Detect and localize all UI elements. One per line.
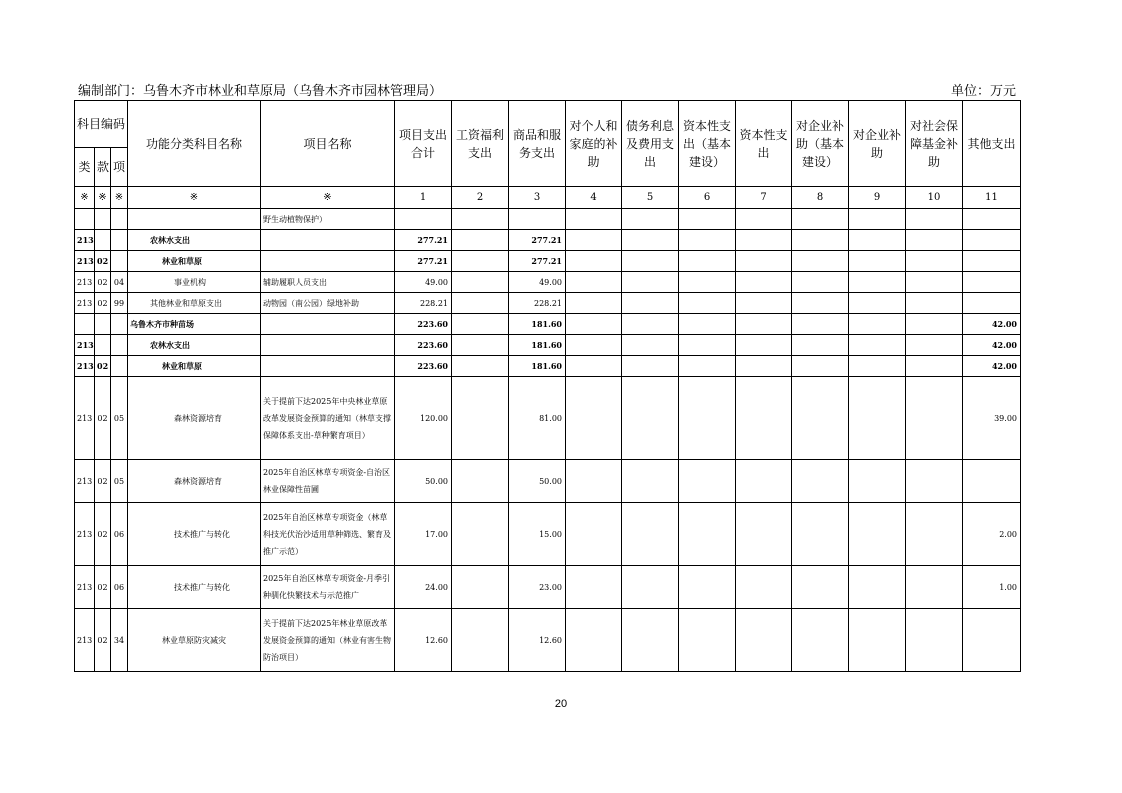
cell-empty [679, 460, 736, 503]
cell-empty [849, 209, 906, 230]
cell-xiang: 99 [111, 293, 128, 314]
cell-empty [792, 609, 849, 672]
cell-empty [566, 335, 622, 356]
cell-wage [452, 251, 509, 272]
cell-empty [622, 566, 679, 609]
cell-empty [849, 335, 906, 356]
cell-xiang [111, 314, 128, 335]
cell-func [128, 209, 261, 230]
col-func-name: 功能分类科目名称 [128, 101, 261, 187]
marker-cell: 1 [395, 187, 452, 209]
cell-func: 林业和草原 [128, 251, 261, 272]
cell-empty [906, 503, 963, 566]
cell-kuan: 02 [95, 272, 111, 293]
cell-lei: 213 [75, 293, 95, 314]
cell-other [963, 272, 1021, 293]
cell-empty [622, 460, 679, 503]
cell-empty [736, 230, 792, 251]
marker-cell: ※ [111, 187, 128, 209]
cell-total: 223.60 [395, 335, 452, 356]
cell-empty [849, 503, 906, 566]
col-11: 其他支出 [963, 101, 1021, 187]
cell-wage [452, 230, 509, 251]
cell-wage [452, 356, 509, 377]
cell-func: 事业机构 [128, 272, 261, 293]
cell-empty [906, 356, 963, 377]
cell-project [261, 356, 395, 377]
marker-cell: ※ [261, 187, 395, 209]
cell-kuan: 02 [95, 566, 111, 609]
cell-empty [792, 272, 849, 293]
cell-empty [679, 609, 736, 672]
cell-empty [792, 503, 849, 566]
cell-total: 223.60 [395, 356, 452, 377]
cell-empty [622, 209, 679, 230]
table-row [75, 251, 1021, 272]
cell-goods [509, 209, 566, 230]
cell-func: 农林水支出 [128, 230, 261, 251]
cell-empty [906, 272, 963, 293]
cell-lei: 213 [75, 230, 95, 251]
cell-empty [849, 377, 906, 460]
col-kuan: 款 [95, 148, 111, 187]
marker-cell: 6 [679, 187, 736, 209]
cell-wage [452, 335, 509, 356]
cell-other [963, 460, 1021, 503]
cell-project [261, 251, 395, 272]
cell-empty [736, 377, 792, 460]
cell-project: 动物园（南公园）绿地补助 [261, 293, 395, 314]
cell-func: 林业和草原 [128, 356, 261, 377]
cell-empty [849, 251, 906, 272]
marker-cell: 5 [622, 187, 679, 209]
table-row [75, 609, 1021, 672]
cell-xiang [111, 230, 128, 251]
cell-empty [566, 272, 622, 293]
cell-empty [849, 609, 906, 672]
cell-xiang: 34 [111, 609, 128, 672]
col-9: 对企业补助 [849, 101, 906, 187]
cell-empty [622, 230, 679, 251]
col-1: 项目支出合计 [395, 101, 452, 187]
cell-empty [566, 503, 622, 566]
cell-total: 17.00 [395, 503, 452, 566]
table-row [75, 209, 1021, 230]
table-row [75, 503, 1021, 566]
cell-empty [736, 460, 792, 503]
cell-lei: 213 [75, 566, 95, 609]
cell-empty [679, 272, 736, 293]
cell-goods: 23.00 [509, 566, 566, 609]
cell-empty [792, 377, 849, 460]
cell-other: 39.00 [963, 377, 1021, 460]
marker-cell: ※ [95, 187, 111, 209]
cell-project: 野生动植物保护） [261, 209, 395, 230]
cell-goods: 12.60 [509, 609, 566, 672]
cell-empty [679, 209, 736, 230]
cell-empty [736, 609, 792, 672]
cell-total: 24.00 [395, 566, 452, 609]
cell-total: 223.60 [395, 314, 452, 335]
cell-goods: 228.21 [509, 293, 566, 314]
cell-project [261, 314, 395, 335]
marker-cell: 2 [452, 187, 509, 209]
marker-cell: 10 [906, 187, 963, 209]
cell-lei: 213 [75, 251, 95, 272]
cell-empty [679, 314, 736, 335]
cell-empty [792, 335, 849, 356]
cell-project: 2025年自治区林草专项资金（林草科技光伏治沙适用草种筛选、繁育及推广示范） [261, 503, 395, 566]
table-row [75, 377, 1021, 460]
cell-empty [792, 314, 849, 335]
cell-xiang [111, 251, 128, 272]
cell-empty [622, 503, 679, 566]
col-8: 对企业补助（基本建设） [792, 101, 849, 187]
cell-kuan: 02 [95, 251, 111, 272]
cell-kuan [95, 314, 111, 335]
col-6: 资本性支出（基本建设） [679, 101, 736, 187]
cell-project: 2025年自治区林草专项资金-月季引种驯化快繁技术与示范推广 [261, 566, 395, 609]
cell-func: 森林资源培育 [128, 460, 261, 503]
cell-kuan: 02 [95, 460, 111, 503]
cell-project: 关于提前下达2025年中央林业草原改革发展资金预算的通知（林草支撑保障体系支出-草种繁育项目） [261, 377, 395, 460]
cell-xiang [111, 356, 128, 377]
cell-wage [452, 460, 509, 503]
cell-project: 关于提前下达2025年林业草原改革发展资金预算的通知（林业有害生物防治项目） [261, 609, 395, 672]
cell-goods: 15.00 [509, 503, 566, 566]
cell-empty [679, 377, 736, 460]
cell-total: 49.00 [395, 272, 452, 293]
cell-empty [566, 251, 622, 272]
cell-empty [566, 293, 622, 314]
cell-empty [736, 314, 792, 335]
cell-wage [452, 314, 509, 335]
cell-other [963, 293, 1021, 314]
cell-empty [906, 460, 963, 503]
cell-empty [622, 251, 679, 272]
cell-other [963, 230, 1021, 251]
cell-other: 42.00 [963, 314, 1021, 335]
marker-cell: 4 [566, 187, 622, 209]
cell-wage [452, 209, 509, 230]
cell-empty [566, 460, 622, 503]
cell-lei: 213 [75, 356, 95, 377]
cell-kuan [95, 230, 111, 251]
cell-other [963, 251, 1021, 272]
cell-empty [736, 566, 792, 609]
cell-empty [566, 209, 622, 230]
cell-empty [849, 230, 906, 251]
table-row [75, 335, 1021, 356]
cell-kuan: 02 [95, 356, 111, 377]
cell-empty [906, 377, 963, 460]
cell-empty [679, 503, 736, 566]
cell-total: 50.00 [395, 460, 452, 503]
cell-lei [75, 209, 95, 230]
cell-other [963, 209, 1021, 230]
col-lei: 类 [75, 148, 95, 187]
cell-empty [622, 356, 679, 377]
cell-xiang [111, 209, 128, 230]
cell-wage [452, 377, 509, 460]
cell-total: 228.21 [395, 293, 452, 314]
cell-func: 技术推广与转化 [128, 566, 261, 609]
cell-empty [906, 609, 963, 672]
cell-empty [679, 230, 736, 251]
cell-total: 277.21 [395, 230, 452, 251]
cell-empty [736, 503, 792, 566]
cell-xiang: 06 [111, 566, 128, 609]
cell-wage [452, 503, 509, 566]
cell-func: 农林水支出 [128, 335, 261, 356]
cell-wage [452, 609, 509, 672]
table-row [75, 356, 1021, 377]
cell-empty [736, 209, 792, 230]
cell-func: 林业草原防灾减灾 [128, 609, 261, 672]
col-subject-code: 科目编码 [75, 101, 128, 148]
cell-empty [792, 293, 849, 314]
cell-empty [622, 314, 679, 335]
cell-empty [849, 356, 906, 377]
cell-empty [622, 609, 679, 672]
cell-lei [75, 314, 95, 335]
cell-other: 42.00 [963, 356, 1021, 377]
cell-func: 技术推广与转化 [128, 503, 261, 566]
cell-total: 12.60 [395, 609, 452, 672]
table-row [75, 460, 1021, 503]
cell-empty [736, 272, 792, 293]
marker-cell: ※ [75, 187, 95, 209]
cell-empty [622, 377, 679, 460]
cell-other [963, 609, 1021, 672]
cell-empty [849, 460, 906, 503]
cell-wage [452, 272, 509, 293]
cell-other: 42.00 [963, 335, 1021, 356]
marker-cell: 9 [849, 187, 906, 209]
cell-kuan: 02 [95, 609, 111, 672]
cell-total [395, 209, 452, 230]
cell-lei: 213 [75, 609, 95, 672]
cell-lei: 213 [75, 503, 95, 566]
cell-func: 森林资源培育 [128, 377, 261, 460]
cell-empty [736, 335, 792, 356]
cell-empty [792, 230, 849, 251]
cell-empty [566, 566, 622, 609]
cell-goods: 50.00 [509, 460, 566, 503]
cell-empty [566, 356, 622, 377]
cell-empty [792, 251, 849, 272]
cell-empty [736, 356, 792, 377]
cell-empty [906, 230, 963, 251]
cell-goods: 81.00 [509, 377, 566, 460]
cell-total: 277.21 [395, 251, 452, 272]
cell-empty [622, 293, 679, 314]
page-number: 20 [554, 698, 568, 710]
cell-empty [792, 209, 849, 230]
cell-goods: 277.21 [509, 230, 566, 251]
cell-wage [452, 293, 509, 314]
cell-goods: 49.00 [509, 272, 566, 293]
cell-empty [679, 251, 736, 272]
marker-cell: ※ [128, 187, 261, 209]
table-row [75, 230, 1021, 251]
col-5: 债务利息及费用支出 [622, 101, 679, 187]
cell-kuan: 02 [95, 293, 111, 314]
cell-xiang: 04 [111, 272, 128, 293]
col-4: 对个人和家庭的补助 [566, 101, 622, 187]
cell-empty [849, 272, 906, 293]
cell-goods: 277.21 [509, 251, 566, 272]
cell-empty [906, 566, 963, 609]
unit-label: 单位：万元 [950, 84, 1016, 99]
cell-goods: 181.60 [509, 314, 566, 335]
cell-kuan: 02 [95, 503, 111, 566]
cell-xiang: 06 [111, 503, 128, 566]
cell-lei: 213 [75, 335, 95, 356]
cell-other: 2.00 [963, 503, 1021, 566]
cell-empty [566, 314, 622, 335]
cell-empty [792, 356, 849, 377]
cell-xiang: 05 [111, 460, 128, 503]
cell-kuan [95, 335, 111, 356]
cell-project: 2025年自治区林草专项资金-自治区林业保障性苗圃 [261, 460, 395, 503]
col-project-name: 项目名称 [261, 101, 395, 187]
col-xiang: 项 [111, 148, 128, 187]
col-7: 资本性支出 [736, 101, 792, 187]
cell-other: 1.00 [963, 566, 1021, 609]
col-3: 商品和服务支出 [509, 101, 566, 187]
cell-empty [849, 293, 906, 314]
cell-xiang: 05 [111, 377, 128, 460]
cell-empty [906, 209, 963, 230]
col-2: 工资福利支出 [452, 101, 509, 187]
cell-empty [906, 335, 963, 356]
cell-empty [906, 293, 963, 314]
cell-project: 辅助履职人员支出 [261, 272, 395, 293]
marker-cell: 8 [792, 187, 849, 209]
cell-empty [622, 335, 679, 356]
cell-empty [566, 230, 622, 251]
marker-cell: 11 [963, 187, 1021, 209]
marker-row [75, 187, 1021, 209]
cell-empty [679, 335, 736, 356]
cell-kuan [95, 209, 111, 230]
cell-empty [849, 314, 906, 335]
table-row [75, 314, 1021, 335]
cell-total: 120.00 [395, 377, 452, 460]
table-row [75, 566, 1021, 609]
cell-empty [906, 314, 963, 335]
cell-empty [736, 251, 792, 272]
cell-empty [566, 609, 622, 672]
cell-project [261, 230, 395, 251]
cell-xiang [111, 335, 128, 356]
department-label: 编制部门：乌鲁木齐市林业和草原局（乌鲁木齐市园林管理局） [78, 84, 443, 99]
cell-wage [452, 566, 509, 609]
budget-table [74, 100, 1021, 672]
cell-empty [679, 356, 736, 377]
cell-project [261, 335, 395, 356]
cell-lei: 213 [75, 272, 95, 293]
cell-goods: 181.60 [509, 356, 566, 377]
marker-cell: 7 [736, 187, 792, 209]
cell-kuan: 02 [95, 377, 111, 460]
cell-empty [849, 566, 906, 609]
cell-lei: 213 [75, 460, 95, 503]
table-row [75, 293, 1021, 314]
table-row [75, 272, 1021, 293]
cell-func: 其他林业和草原支出 [128, 293, 261, 314]
cell-func: 乌鲁木齐市种苗场 [128, 314, 261, 335]
cell-goods: 181.60 [509, 335, 566, 356]
cell-empty [792, 566, 849, 609]
cell-empty [679, 566, 736, 609]
cell-lei: 213 [75, 377, 95, 460]
cell-empty [566, 377, 622, 460]
cell-empty [679, 293, 736, 314]
cell-empty [792, 460, 849, 503]
header-row-1 [75, 101, 1021, 148]
cell-empty [622, 272, 679, 293]
col-10: 对社会保障基金补助 [906, 101, 963, 187]
cell-empty [906, 251, 963, 272]
marker-cell: 3 [509, 187, 566, 209]
cell-empty [736, 293, 792, 314]
